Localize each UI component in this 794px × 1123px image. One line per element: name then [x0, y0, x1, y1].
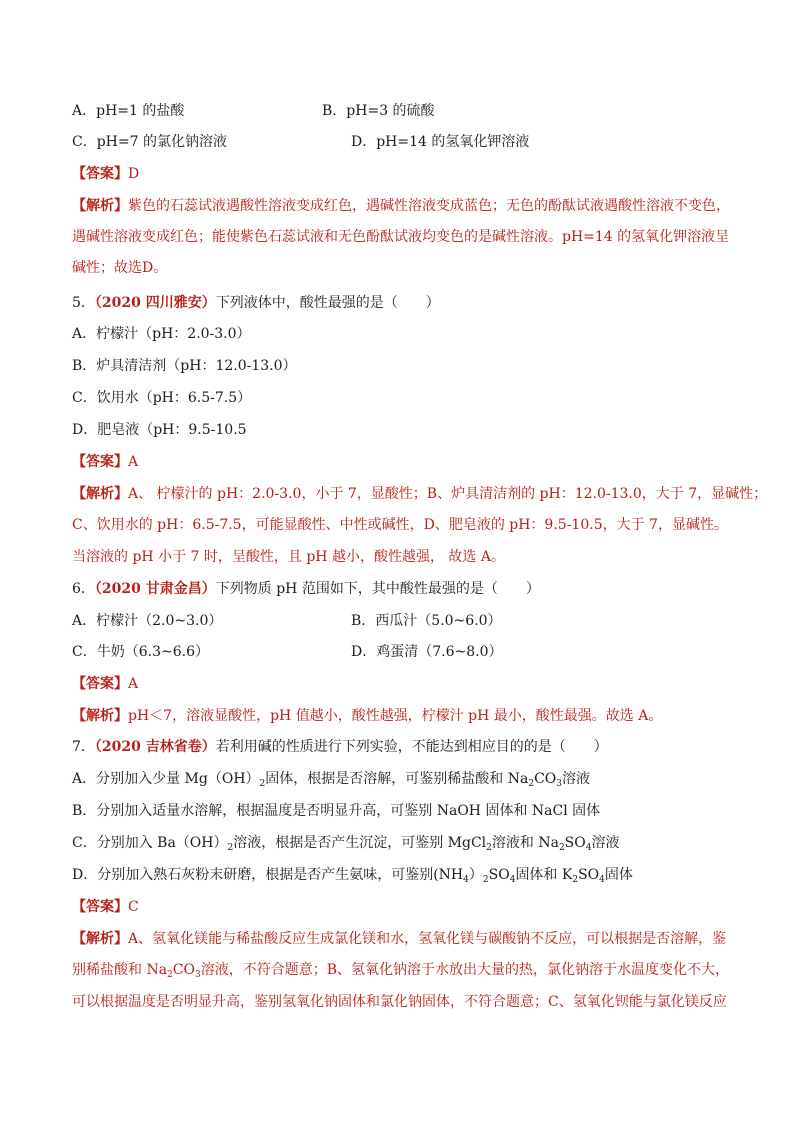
q7-option-a: A．分别加入少量 $Mg(OH)_2$固体，根据是否溶解，可鉴别稀盐酸和 $Na_2CO_3$溶液: [72, 771, 590, 789]
q4-option-c: C．pH=7 的氯化钠溶液: [72, 134, 227, 150]
q4-option-a: A．pH=1 的盐酸: [72, 103, 185, 119]
q6-analysis-line-1: 【解析】pH＜7，溶液显酸性，pH 值越小，酸性越强，柠檬汁 pH 最小，酸性最强。故选 A。: [72, 708, 663, 724]
q5-option-a: A．柠檬汁（pH：2.0-3.0）: [72, 326, 251, 342]
q4-option-b: B．pH=3 的硫酸: [322, 103, 435, 119]
answer-value: A: [128, 454, 139, 470]
answer-tag: 【答案】: [72, 166, 128, 182]
q7-analysis-line-3: 可以根据温度是否明显升高，鉴别氢氧化钠固体和氯化钠固体，不符合题意；C、氢氧化钡能与氯化镁反应: [72, 994, 727, 1010]
q4-analysis-line-3: 碱性；故选D。: [72, 260, 168, 276]
q6-option-b: B．西瓜汁（5.0~6.0）: [351, 613, 502, 629]
q5-option-c: C．饮用水（pH：6.5-7.5）: [72, 390, 252, 406]
q5-option-b: B．炉具清洁剂（pH：12.0-13.0）: [72, 358, 297, 374]
analysis-tag: 【解析】: [72, 198, 128, 214]
q4-analysis-line-2: 遇碱性溶液变成红色；能使紫色石蕊试液和无色酚酞试液均变色的是碱性溶液。pH=14 的氢氧化钾溶液呈: [72, 229, 730, 245]
q6-stem: 6．（2020 甘肃金昌）下列物质 pH 范围如下，其中酸性最强的是（ ）: [72, 581, 540, 597]
q5-analysis-line-2: C、饮用水的 pH：6.5-7.5，可能显酸性、中性或碱性，D、肥皂液的 pH：9.5-10.5，大于 7，显碱性。: [72, 517, 728, 533]
q7-source: （2020 吉林省卷）: [94, 739, 216, 755]
q7-option-b: B．分别加入适量水溶解，根据温度是否明显升高，可鉴别 NaOH 固体和 NaCl 固体: [72, 803, 601, 819]
analysis-tag: 【解析】: [72, 931, 128, 947]
q5-option-d: D．肥皂液（pH：9.5-10.5: [72, 422, 247, 438]
q4-analysis-line-1: 【解析】紫色的石蕊试液遇酸性溶液变成红色，遇碱性溶液变成蓝色；无色的酚酞试液遇酸性溶液不变色，: [72, 198, 730, 214]
q6-option-c: C．牛奶（6.3~6.6）: [72, 644, 209, 660]
answer-tag: 【答案】: [72, 899, 128, 915]
answer-value: D: [128, 166, 140, 182]
q6-option-d: D．鸡蛋清（7.6~8.0）: [351, 644, 503, 660]
q4-answer: [72, 164, 139, 184]
q7-answer: [72, 897, 139, 917]
q7-option-d: D．分别加入熟石灰粉末研磨，根据是否产生氨味，可鉴别$(NH_4)_2SO_4$固体和 $K_2SO_4$固体: [72, 867, 633, 885]
q4-option-d: D．pH=14 的氢氧化钾溶液: [351, 134, 530, 150]
q5-answer: [72, 452, 138, 472]
q5-stem: 5．（2020 四川雅安）下列液体中，酸性最强的是（ ）: [72, 295, 440, 311]
q7-analysis-line-2: 别稀盐酸和 $Na_2CO_3$溶液，不符合题意；B、氢氧化钠溶于水放出大量的热，氯化钠溶于水温度变化不大，: [72, 962, 730, 980]
answer-value: A: [128, 676, 139, 692]
q6-answer: [72, 674, 138, 694]
q5-source: （2020 四川雅安）: [94, 295, 216, 311]
q7-option-c: C．分别加入 $Ba(OH)_2$溶液，根据是否产生沉淀，可鉴别 MgCl$_2$溶液和 $Na_2SO_4$溶液: [72, 835, 620, 853]
q5-analysis-line-3: 当溶液的 pH 小于 7 时，呈酸性，且 pH 越小，酸性越强， 故选 A。: [72, 549, 505, 565]
answer-tag: 【答案】: [72, 676, 128, 692]
q6-option-a: A．柠檬汁（2.0~3.0）: [72, 613, 223, 629]
analysis-tag: 【解析】: [72, 708, 128, 724]
answer-value: C: [128, 899, 139, 915]
answer-tag: 【答案】: [72, 454, 128, 470]
analysis-tag: 【解析】: [72, 486, 128, 502]
q6-source: （2020 甘肃金昌）: [94, 581, 216, 597]
q7-analysis-line-1: 【解析】A、氢氧化镁能与稀盐酸反应生成氯化镁和水，氢氧化镁与碳酸钠不反应，可以根据是否溶解，鉴: [72, 931, 727, 947]
q5-analysis-line-1: 【解析】A、 柠檬汁的 pH：2.0-3.0，小于 7，显酸性；B、炉具清洁剂的 pH：12.0-13.0，大于 7，显碱性；: [72, 486, 768, 502]
q7-stem: 7．（2020 吉林省卷）若利用碱的性质进行下列实验，不能达到相应目的的是（ ）: [72, 739, 608, 755]
